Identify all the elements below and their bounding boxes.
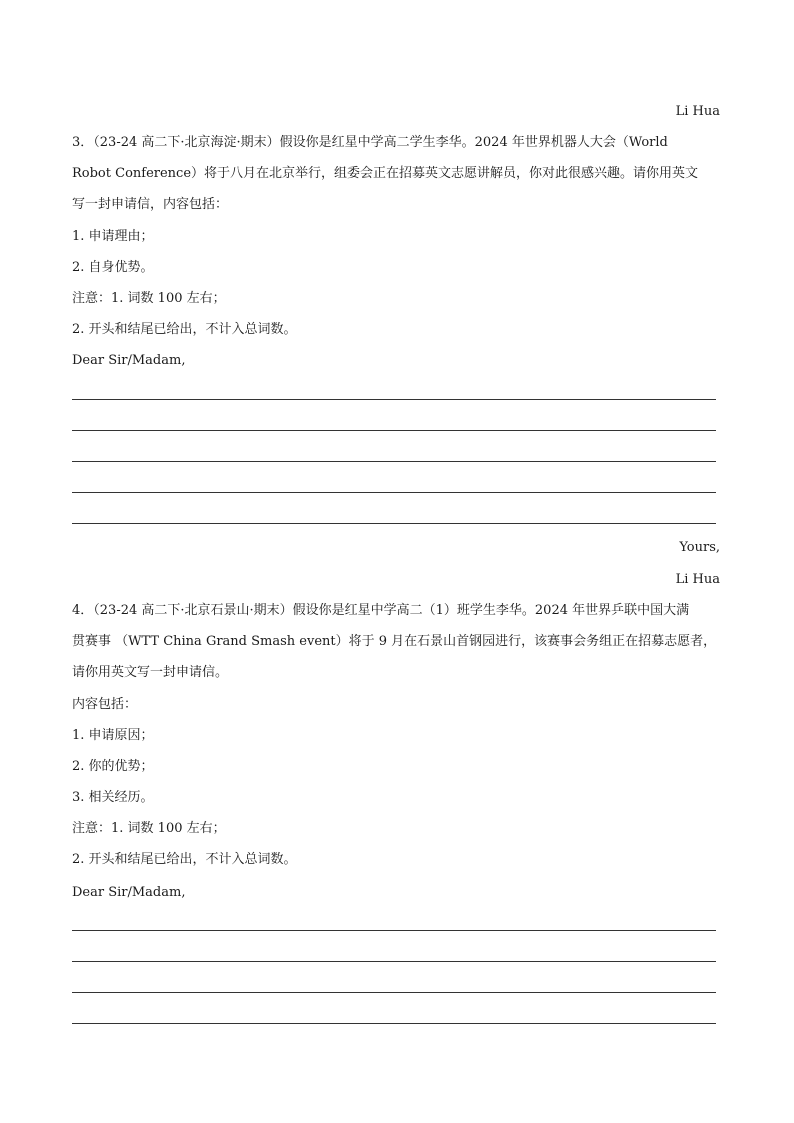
q3-prompt-line-1: 3．（23-24 高二下·北京海淀·期末）假设你是红星中学高二学生李华。2024 年世界机器人大会（World bbox=[72, 135, 668, 150]
q4-item-3: 3. 相关经历。 bbox=[72, 790, 154, 805]
q4-writing-line bbox=[72, 992, 716, 993]
q3-note-2: 2. 开头和结尾已给出，不计入总词数。 bbox=[72, 322, 297, 337]
q4-prompt-line-1: 4．（23-24 高二下·北京石景山·期末）假设你是红星中学高二（1）班学生李华。2024 年世界乒联中国大满 bbox=[72, 603, 690, 618]
q3-item-1: 1. 申请理由； bbox=[72, 229, 154, 244]
q3-prompt-line-3: 写一封申请信，内容包括： bbox=[72, 197, 229, 212]
q3-signature: Li Hua bbox=[675, 572, 720, 587]
q3-writing-line bbox=[72, 523, 716, 524]
q4-writing-line bbox=[72, 1023, 716, 1024]
q4-salutation: Dear Sir/Madam, bbox=[72, 885, 186, 900]
previous-signature: Li Hua bbox=[675, 104, 720, 119]
q3-note-1: 注意：1. 词数 100 左右； bbox=[72, 291, 226, 306]
q4-writing-line bbox=[72, 961, 716, 962]
q4-content-label: 内容包括： bbox=[72, 697, 138, 712]
q3-prompt-line-2: Robot Conference）将于八月在北京举行，组委会正在招募英文志愿讲解员，你对此很感兴趣。请你用英文 bbox=[72, 166, 699, 181]
q4-prompt-line-2: 贯赛事 （WTT China Grand Smash event）将于 9 月在石景山首钢园进行，该赛事会务组正在招募志愿者， bbox=[72, 634, 717, 649]
q3-item-2: 2. 自身优势。 bbox=[72, 260, 154, 275]
q3-writing-line bbox=[72, 399, 716, 400]
q3-writing-line bbox=[72, 492, 716, 493]
q4-note-2: 2. 开头和结尾已给出，不计入总词数。 bbox=[72, 852, 297, 867]
q3-writing-line bbox=[72, 461, 716, 462]
q3-closing: Yours, bbox=[679, 540, 720, 555]
q4-item-2: 2. 你的优势； bbox=[72, 759, 154, 774]
q3-salutation: Dear Sir/Madam, bbox=[72, 353, 186, 368]
q4-writing-line bbox=[72, 930, 716, 931]
q4-note-1: 注意：1. 词数 100 左右； bbox=[72, 821, 226, 836]
q4-item-1: 1. 申请原因； bbox=[72, 728, 154, 743]
q4-prompt-line-3: 请你用英文写一封申请信。 bbox=[72, 665, 229, 680]
q3-writing-line bbox=[72, 430, 716, 431]
